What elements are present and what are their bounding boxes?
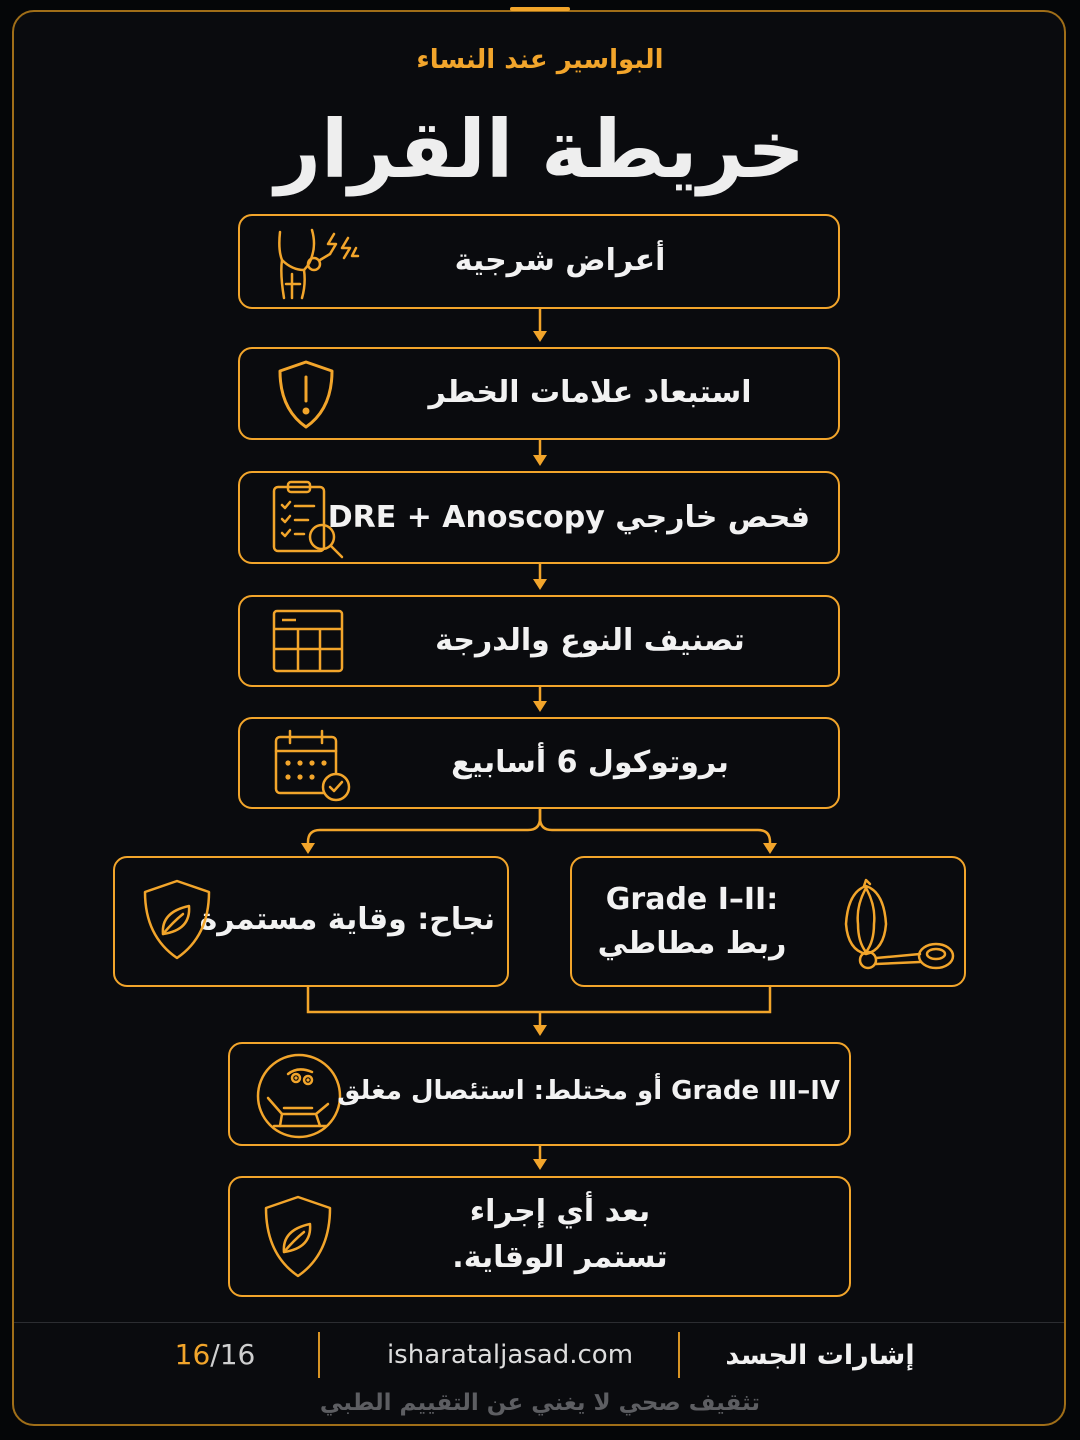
step-label: تصنيف النوع والدرجة: [435, 623, 745, 658]
step-classification: [238, 595, 840, 687]
branch-grade-label: Grade I–II:: [605, 882, 779, 917]
step-exam: [238, 471, 840, 564]
step-protocol: [238, 717, 840, 809]
branch-success: [113, 856, 509, 987]
step-surgery: [228, 1042, 851, 1146]
frame-accent: [510, 7, 570, 11]
step-red-flags: [238, 347, 840, 440]
step-ongoing-prevention: [228, 1176, 851, 1297]
operating-table-icon: [254, 1052, 344, 1140]
branch-rubber-band: [570, 856, 966, 987]
final-line-1: بعد أي إجراء: [469, 1194, 651, 1229]
leaf-shield-icon: [141, 878, 213, 962]
footer-divider: [14, 1322, 1064, 1323]
page-total: /16: [210, 1338, 256, 1371]
page-indicator: [130, 1338, 300, 1371]
step-label: استبعاد علامات الخطر: [428, 375, 752, 410]
final-line-2: تستمر الوقاية.: [452, 1240, 668, 1275]
branch-treatment-label: ربط مطاطي: [597, 926, 787, 961]
grid-table-icon: [272, 609, 344, 673]
step-label: فحص خارجي DRE + Anoscopy: [327, 500, 810, 535]
page-subtitle: البواسير عند النساء: [416, 45, 664, 75]
rubber-band-ligator-icon: [840, 878, 958, 974]
leaf-shield-icon: [262, 1194, 334, 1280]
step-label: أعراض شرجية: [454, 243, 666, 278]
step-symptoms: [238, 214, 840, 309]
step-label: بروتوكول 6 أسابيع: [451, 745, 729, 780]
footer-website-link[interactable]: isharataljasad.com: [386, 1340, 634, 1370]
pelvic-pain-icon: [272, 226, 362, 302]
disclaimer: تثقيف صحي لا يغني عن التقييم الطبي: [319, 1390, 761, 1416]
calendar-check-icon: [274, 729, 354, 803]
page-title: خريطة القرار: [274, 103, 806, 196]
footer-brand: إشارات الجسد: [725, 1340, 915, 1371]
warning-shield-icon: [276, 359, 336, 431]
footer-separator: [318, 1332, 320, 1378]
page-current: 16: [174, 1338, 211, 1371]
branch-success-label: نجاح: وقاية مستمرة: [199, 902, 495, 937]
surgery-label: Grade III–IV أو مختلط: استئصال مغلق: [337, 1076, 840, 1106]
